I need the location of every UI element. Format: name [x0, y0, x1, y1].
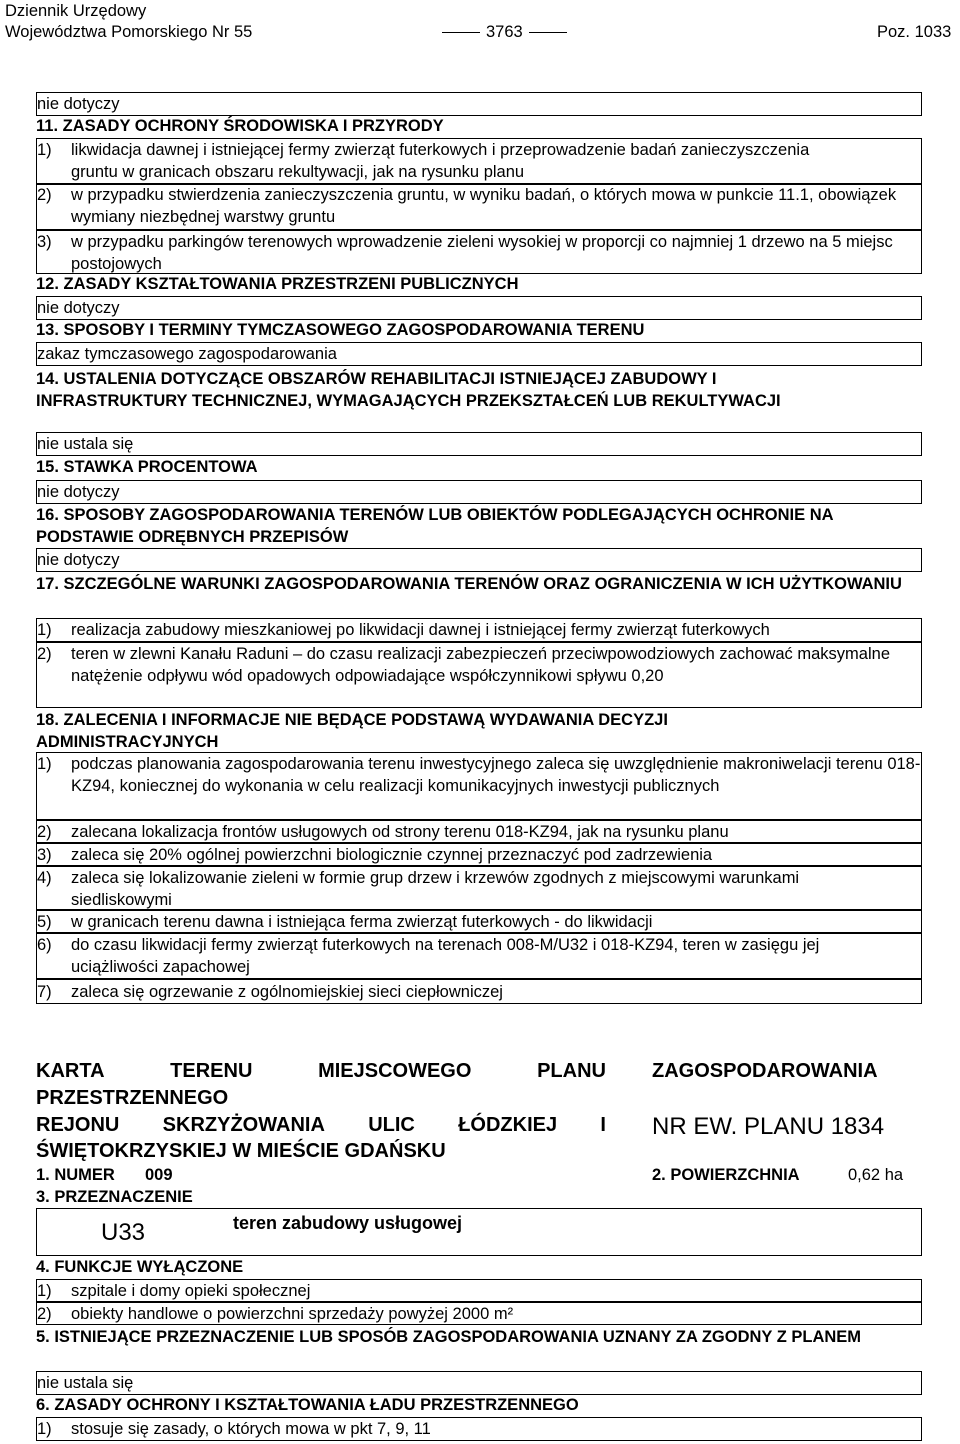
section-18-item-1-box	[36, 752, 922, 820]
section-13-value: zakaz tymczasowego zagospodarowania	[37, 345, 337, 363]
section-14-value-box	[36, 432, 922, 456]
plan-number: NR EW. PLANU 1834	[652, 1113, 885, 1140]
section-5-title: 5. ISTNIEJĄCE PRZEZNACZENIE LUB SPOSÓB ZAGOSPODAROWANIA UZNANY ZA ZGODNY Z PLANEM	[36, 1328, 862, 1346]
card-title-line-4: ŚWIĘTOKRZYSKIEJ W MIEŚCIE GDAŃSKU	[36, 1140, 446, 1162]
section-11-item-3-box	[36, 230, 922, 274]
section-14-value: nie ustala się	[37, 435, 134, 453]
section-11-item-3: 3) w przypadku parkingów terenowych wprowadzenie zieleni wysokiej w proporcji co najmniej 1 drzewo na 5 miejsc postojowych	[37, 233, 893, 273]
section-13-title: 13. SPOSOBY I TERMINY TYMCZASOWEGO ZAGOSPODAROWANIA TERENU	[36, 321, 645, 339]
section-16-title: 16. SPOSOBY ZAGOSPODAROWANIA TERENÓW LUB OBIEKTÓW PODLEGAJĄCYCH OCHRONIE NA PODSTAWIE ODRĘBNYCH PRZEPISÓW	[36, 506, 833, 546]
card-title-line-1: KARTA TERENU MIEJSCOWEGO PLANU	[36, 1060, 606, 1082]
section-12-value-box	[36, 296, 922, 320]
excluded-item-2: 2) obiekty handlowe o powierzchni sprzedaży powyżej 2000 m²	[37, 1305, 514, 1323]
section-18-item-1: 1) podczas planowania zagospodarowania terenu inwestycyjnego zaleca się uwzględnienie makroniwelacji terenu 018-KZ94, koniecznej do wykonania w celu realizacji komunikacyjnych inwestycji publicznych	[37, 755, 921, 795]
journal-title: Dziennik Urzędowy	[5, 2, 147, 20]
section-17-item-1: 1) realizacja zabudowy mieszkaniowej po likwidacji dawnej i istniejącej fermy zwierząt futerkowych	[37, 621, 770, 639]
section-17-title: 17. SZCZEGÓLNE WARUNKI ZAGOSPODAROWANIA TERENÓW ORAZ OGRANICZENIA W ICH UŻYTKOWANIU	[36, 575, 902, 593]
section-18-item-5-box	[36, 910, 922, 933]
journal-issue: Województwa Pomorskiego Nr 55	[5, 23, 253, 41]
card-title-line-1-right: ZAGOSPODAROWANIA	[652, 1060, 878, 1082]
section-14-title: 14. USTALENIA DOTYCZĄCE OBSZARÓW REHABILITACJI ISTNIEJĄCEJ ZABUDOWY I INFRASTRUKTURY TECHNICZNEJ, WYMAGAJĄCYCH PRZEKSZTAŁCEŃ LUB REKULTYWACJI	[36, 370, 781, 410]
excluded-functions-title: 4. FUNKCJE WYŁĄCZONE	[36, 1258, 244, 1276]
purpose-symbol: U33	[101, 1219, 146, 1246]
section-18-item-5: 5) w granicach terenu dawna i istniejąca ferma zwierząt futerkowych - do likwidacji	[37, 913, 653, 931]
section-17-item-2: 2) teren w zlewni Kanału Raduni – do czasu realizacji zabezpieczeń przeciwpowodziowych zachować maksymalne natężenie odpływu wód opadowych odpowiadające współczynnikowi spływu 0,20	[37, 645, 890, 685]
section-16-value-box	[36, 548, 922, 572]
section-18-item-2: 2) zalecana lokalizacja frontów usługowych od strony terenu 018-KZ94, jak na rysunku planu	[37, 823, 729, 841]
excluded-item-1-box	[36, 1279, 922, 1302]
purpose-box	[36, 1208, 922, 1256]
section-11-item-1-box	[36, 138, 922, 184]
section-6-item-1: 1) stosuje się zasady, o których mowa w pkt 7, 9, 11	[37, 1420, 431, 1438]
section-18-item-4-box	[36, 866, 922, 910]
section-18-item-6: 6) do czasu likwidacji fermy zwierząt futerkowych na terenach 008-M/U32 i 018-KZ94, teren w zasięgu jej uciążliwości zapachowej	[37, 936, 820, 976]
section-18-item-6-box	[36, 933, 922, 979]
section-11-item-2: 2) w przypadku stwierdzenia zanieczyszczenia gruntu, w wyniku badań, o których mowa w punkcie 11.1, obowiązek wymiany niezbędnej warstwy gruntu	[37, 186, 897, 226]
card-title-line-3: REJONU SKRZYŻOWANIA ULIC ŁÓDZKIEJ I	[36, 1114, 606, 1136]
section-15-value-box	[36, 480, 922, 504]
excluded-item-2-box	[36, 1302, 922, 1325]
section-10-value-box	[36, 92, 922, 116]
area-label: 2. POWIERZCHNIA	[652, 1166, 800, 1184]
section-18-item-3: 3) zaleca się 20% ogólnej powierzchni biologicznie czynnej przeznaczyć pod zadrzewienia	[37, 846, 713, 864]
purpose-text: teren zabudowy usługowej	[233, 1213, 463, 1233]
section-12-title: 12. ZASADY KSZTAŁTOWANIA PRZESTRZENI PUBLICZNYCH	[36, 275, 519, 293]
number-label: 1. NUMER	[36, 1166, 115, 1184]
purpose-label: 3. PRZEZNACZENIE	[36, 1188, 193, 1206]
section-11-title: 11. ZASADY OCHRONY ŚRODOWISKA I PRZYRODY	[36, 117, 444, 135]
section-17-item-2-box	[36, 642, 922, 708]
section-15-title: 15. STAWKA PROCENTOWA	[36, 458, 258, 476]
section-6-title: 6. ZASADY OCHRONY I KSZTAŁTOWANIA ŁADU PRZESTRZENNEGO	[36, 1396, 579, 1414]
section-17-item-1-box	[36, 618, 922, 642]
area-value: 0,62 ha	[848, 1166, 904, 1184]
section-15-value: nie dotyczy	[37, 483, 120, 501]
section-18-item-7-box	[36, 979, 922, 1004]
section-18-item-2-box	[36, 820, 922, 843]
section-12-value: nie dotyczy	[37, 299, 120, 317]
section-5-value-box	[36, 1371, 922, 1395]
page-number: 3763	[436, 22, 573, 43]
section-11-item-1: 1) likwidacja dawnej i istniejącej fermy zwierząt futerkowych i przeprowadzenie badań zanieczyszczenia gruntu w granicach obszaru rekultywacji, jak na rysunku planu	[37, 141, 810, 181]
section-5-value: nie ustala się	[37, 1374, 134, 1392]
section-18-item-7: 7) zaleca się ogrzewanie z ogólnomiejskiej sieci ciepłowniczej	[37, 983, 503, 1001]
position-number: Poz. 1033	[877, 23, 952, 41]
excluded-item-1: 1) szpitale i domy opieki społecznej	[37, 1282, 311, 1300]
section-18-title: 18. ZALECENIA I INFORMACJE NIE BĘDĄCE PODSTAWĄ WYDAWANIA DECYZJI ADMINISTRACYJNYCH	[36, 711, 668, 751]
section-6-item-1-box	[36, 1417, 922, 1441]
section-10-value: nie dotyczy	[37, 95, 120, 113]
section-18-item-3-box	[36, 843, 922, 866]
section-16-value: nie dotyczy	[37, 551, 120, 569]
card-title-line-2: PRZESTRZENNEGO	[36, 1087, 229, 1109]
number-value: 009	[145, 1166, 173, 1184]
section-11-item-2-box	[36, 184, 922, 230]
section-13-value-box	[36, 342, 922, 366]
section-18-item-4: 4) zaleca się lokalizowanie zieleni w formie grup drzew i krzewów zgodnych z miejscowymi warunkami siedliskowymi	[37, 869, 800, 909]
